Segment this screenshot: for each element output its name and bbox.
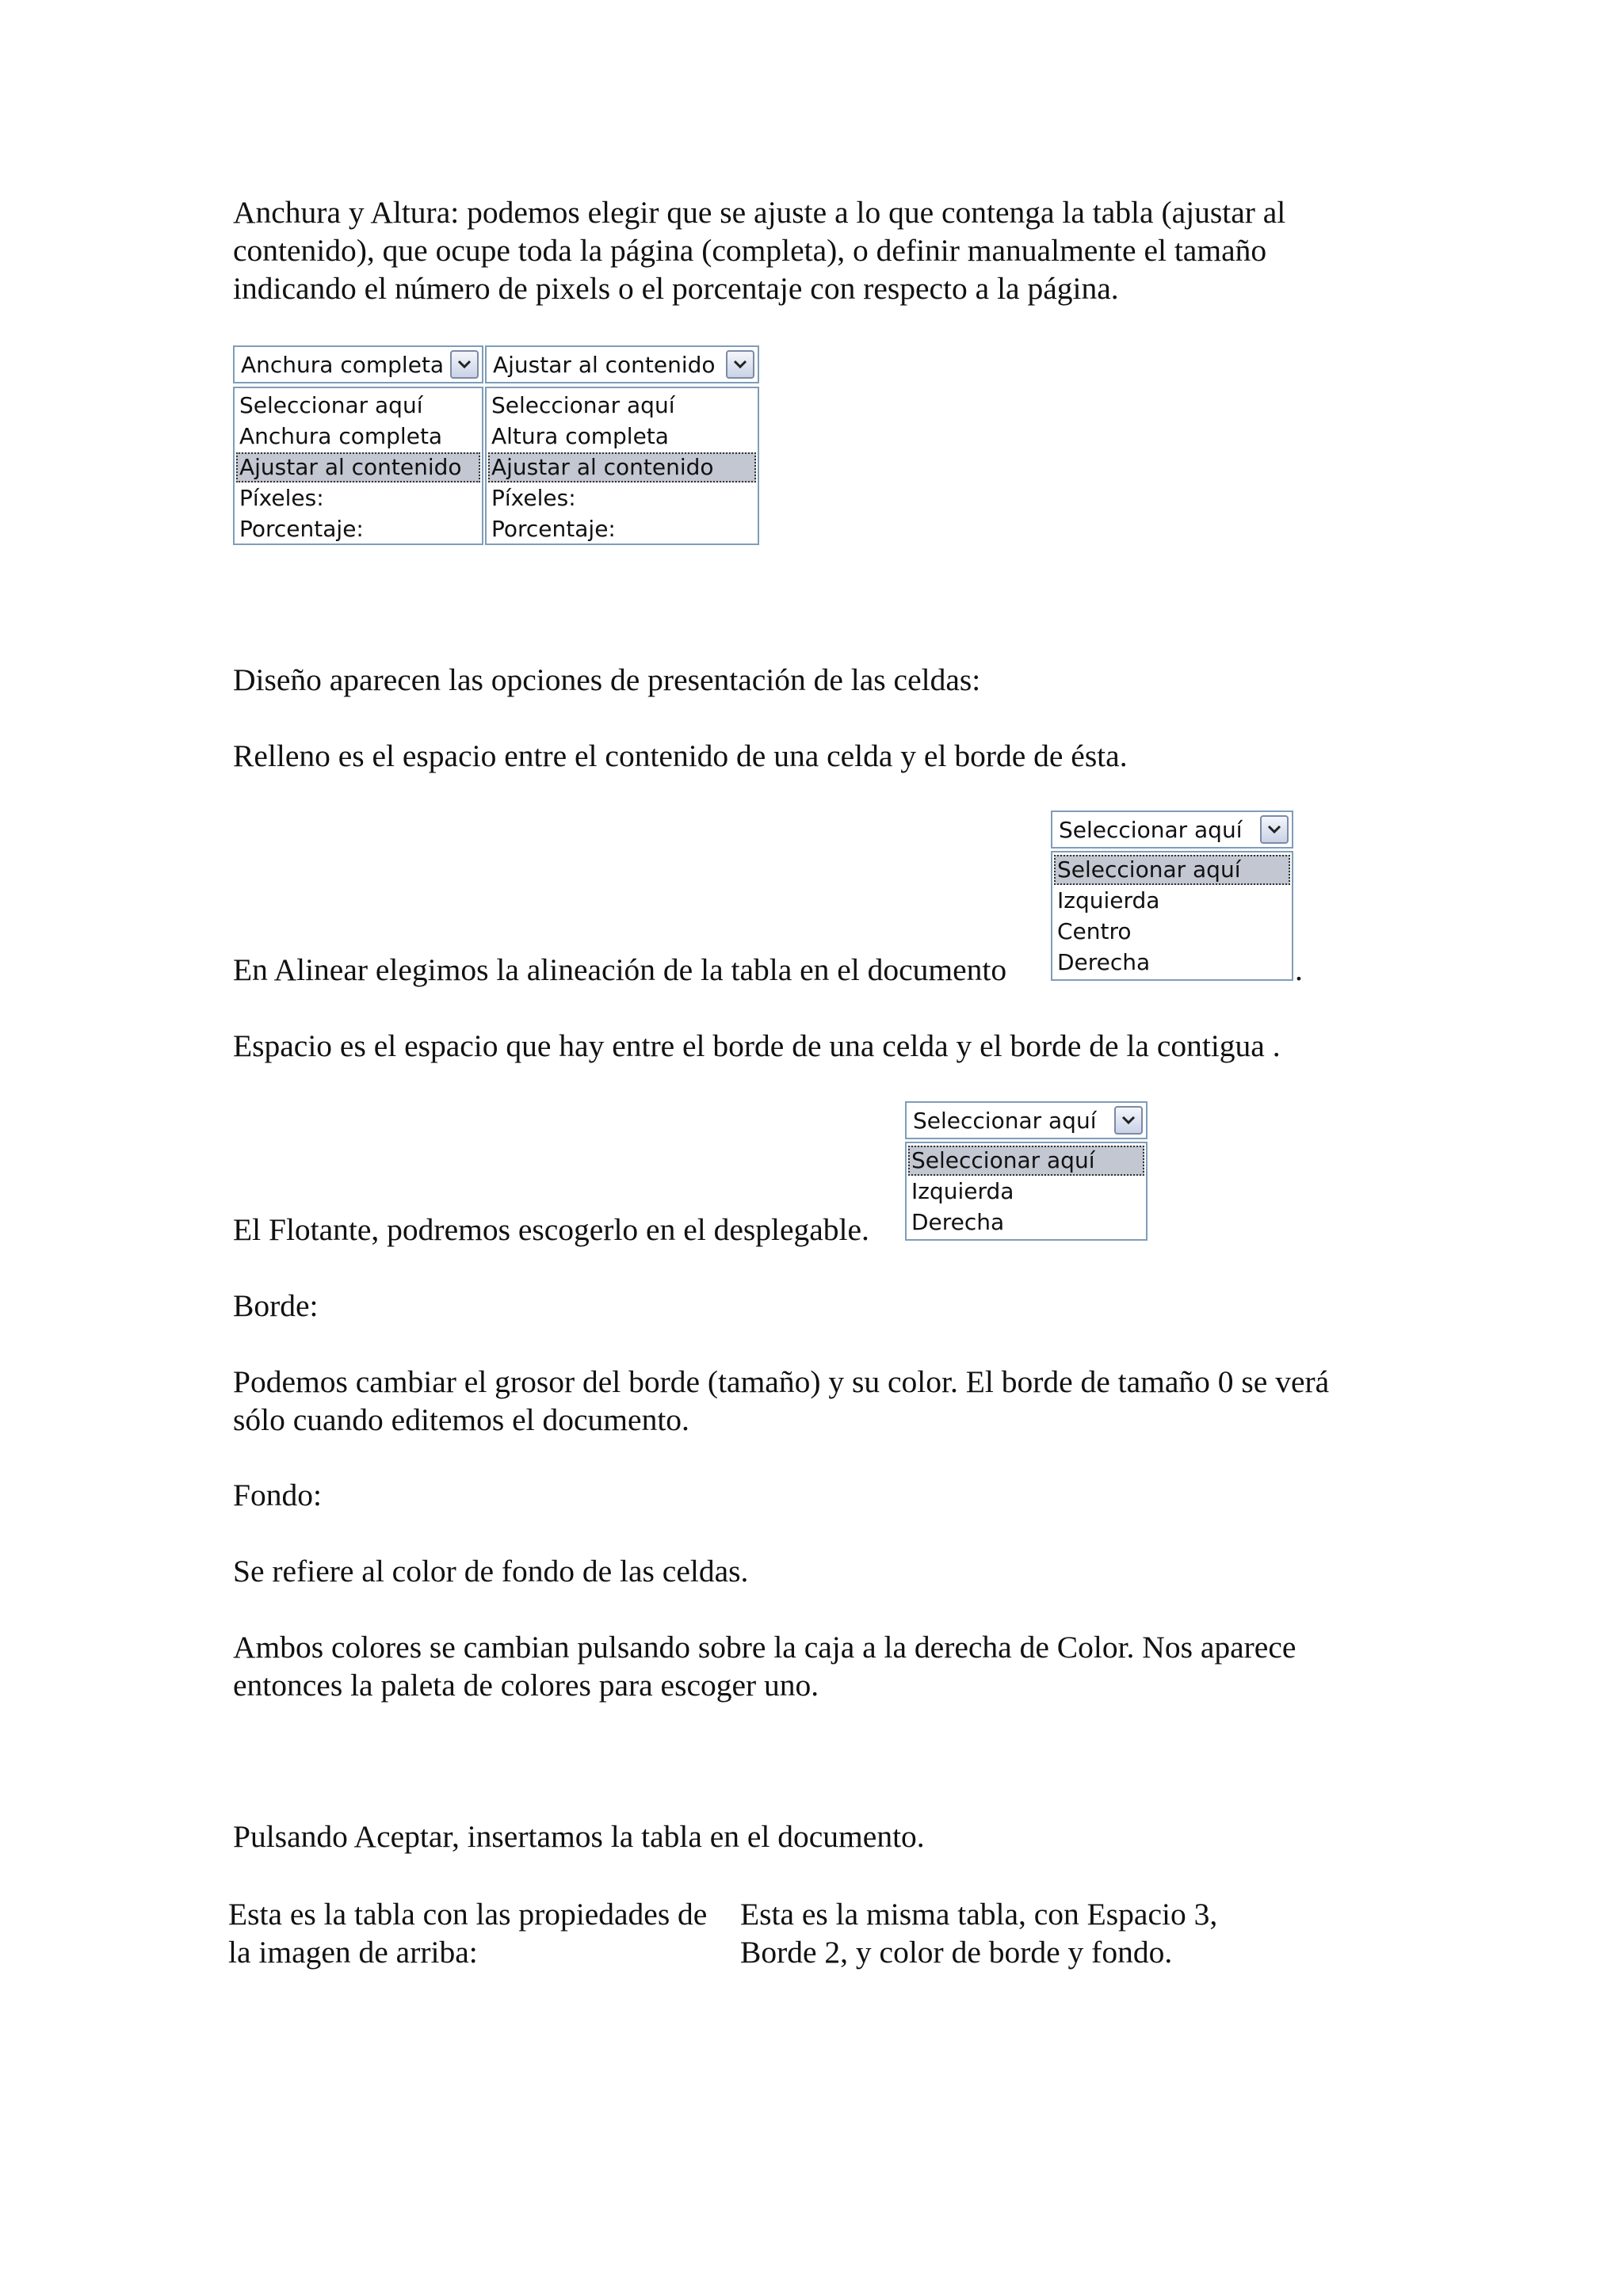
width-current-value: Anchura completa [241, 352, 445, 378]
width-combo[interactable] [233, 345, 483, 383]
align-option-selected[interactable]: Seleccionar aquí [1054, 855, 1290, 885]
width-option[interactable]: Porcentaje: [239, 516, 364, 542]
float-options-list[interactable] [905, 1142, 1148, 1241]
caption-right-line-1: Esta es la misma tabla, con Espacio 3, [740, 1897, 1218, 1932]
align-option[interactable]: Izquierda [1057, 887, 1160, 913]
heading-border: Borde: [233, 1288, 319, 1323]
chevron-down-icon[interactable] [726, 350, 754, 379]
paragraph-border-line-1: Podemos cambiar el grosor del borde (tamaño) y su color. El borde de tamaño 0 se verá [233, 1364, 1330, 1399]
paragraph-background: Se refiere al color de fondo de las celdas. [233, 1554, 749, 1589]
float-current-value: Seleccionar aquí [913, 1108, 1097, 1134]
align-options-list[interactable] [1051, 851, 1293, 981]
height-current-value: Ajustar al contenido [493, 352, 716, 378]
paragraph-align: En Alinear elegimos la alineación de la tabla en el documento [233, 952, 1007, 987]
paragraph-border-line-2: sólo cuando editemos el documento. [233, 1402, 689, 1437]
chevron-down-icon[interactable] [1260, 815, 1289, 844]
float-combo[interactable] [905, 1101, 1148, 1139]
paragraph-colors-line-1: Ambos colores se cambian pulsando sobre la caja a la derecha de Color. Nos aparece [233, 1630, 1296, 1665]
paragraph-align-period: . [1295, 952, 1303, 987]
height-option-selected[interactable]: Ajustar al contenido [488, 452, 756, 482]
float-option[interactable]: Derecha [911, 1209, 1005, 1235]
align-option[interactable]: Centro [1057, 918, 1132, 944]
height-options-list[interactable] [485, 387, 759, 545]
paragraph-width-height-line-2: contenido), que ocupe toda la página (completa), o definir manualmente el tamaño [233, 233, 1267, 268]
height-option[interactable]: Seleccionar aquí [491, 392, 675, 418]
float-option[interactable]: Izquierda [911, 1178, 1014, 1204]
align-option[interactable]: Derecha [1057, 949, 1151, 975]
chevron-down-icon[interactable] [1114, 1106, 1143, 1135]
chevron-down-icon[interactable] [450, 350, 479, 379]
caption-left-line-1: Esta es la tabla con las propiedades de [228, 1897, 708, 1932]
width-option[interactable]: Anchura completa [239, 423, 443, 449]
paragraph-colors-line-2: entonces la paleta de colores para escoger uno. [233, 1668, 819, 1703]
caption-right-line-2: Borde 2, y color de borde y fondo. [740, 1935, 1173, 1970]
paragraph-accept: Pulsando Aceptar, insertamos la tabla en el documento. [233, 1819, 925, 1854]
float-option-selected[interactable]: Seleccionar aquí [908, 1146, 1144, 1176]
width-option-selected[interactable]: Ajustar al contenido [236, 452, 480, 482]
height-option[interactable]: Píxeles: [491, 485, 576, 511]
align-combo[interactable] [1051, 810, 1293, 849]
caption-left-line-2: la imagen de arriba: [228, 1935, 478, 1970]
paragraph-float: El Flotante, podremos escogerlo en el desplegable. [233, 1212, 869, 1247]
align-current-value: Seleccionar aquí [1059, 817, 1243, 843]
width-options-list[interactable] [233, 387, 483, 545]
width-option[interactable]: Píxeles: [239, 485, 324, 511]
heading-background: Fondo: [233, 1478, 322, 1512]
paragraph-width-height-line-3: indicando el número de pixels o el porcentaje con respecto a la página. [233, 271, 1119, 306]
paragraph-design: Diseño aparecen las opciones de presentación de las celdas: [233, 662, 981, 697]
paragraph-width-height-line-1: Anchura y Altura: podemos elegir que se ajuste a lo que contenga la tabla (ajustar al [233, 195, 1286, 230]
height-option[interactable]: Porcentaje: [491, 516, 616, 542]
height-combo[interactable] [485, 345, 759, 383]
paragraph-spacing: Espacio es el espacio que hay entre el borde de una celda y el borde de la contigua . [233, 1028, 1281, 1063]
paragraph-padding: Relleno es el espacio entre el contenido de una celda y el borde de ésta. [233, 738, 1128, 773]
width-option[interactable]: Seleccionar aquí [239, 392, 423, 418]
height-option[interactable]: Altura completa [491, 423, 669, 449]
